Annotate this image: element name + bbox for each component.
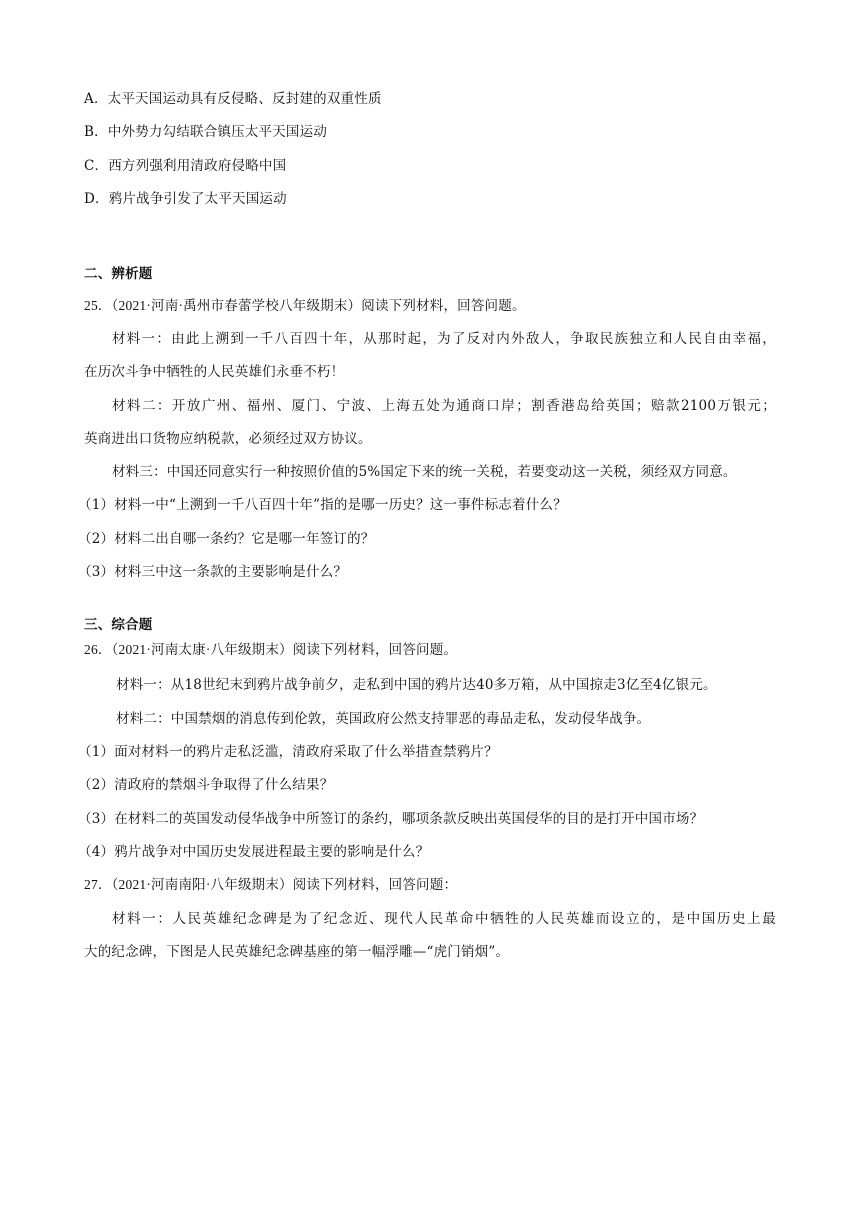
q25-sub-question-3: （3）材料三中这一条款的主要影响是什么？ — [78, 564, 348, 580]
question-26-stem: 26．（2021·河南太康·八年级期末）阅读下列材料，回答问题。 — [84, 642, 458, 657]
q25-material-3: 材料三：中国还同意实行一种按照价值的5%国定下来的统一关税，若要变动这一关税，须经双方同意。 — [112, 464, 737, 480]
option-d: D．鸦片战争引发了太平天国运动 — [84, 191, 287, 207]
question-27-stem: 27．（2021·河南南阳·八年级期末）阅读下列材料，回答问题： — [84, 877, 458, 892]
option-a: A．太平天国运动具有反侵略、反封建的双重性质 — [84, 91, 382, 107]
q25-material-1-line-2: 在历次斗争中牺牲的人民英雄们永垂不朽！ — [84, 364, 345, 380]
q26-sub-question-4: （4）鸦片战争对中国历史发展进程最主要的影响是什么？ — [78, 844, 430, 860]
q26-material-1: 材料一：从18世纪末到鸦片战争前夕，走私到中国的鸦片达40多万箱，从中国掠走3亿至4亿银元。 — [116, 677, 717, 693]
q26-sub-question-1: （1）面对材料一的鸦片走私泛滥，清政府采取了什么举措查禁鸦片？ — [78, 744, 498, 760]
option-b: B．中外势力勾结联合镇压太平天国运动 — [84, 124, 328, 140]
section-heading-comprehensive: 三、综合题 — [84, 617, 153, 633]
q27-material-1-line-1: 材料一：人民英雄纪念碑是为了纪念近、现代人民革命中牺牲的人民英雄而设立的，是中国历史上最 — [112, 911, 776, 927]
q25-material-1-line-1: 材料一：由此上溯到一千八百四十年，从那时起，为了反对内外敌人，争取民族独立和人民自由幸福， — [112, 331, 776, 347]
question-25-stem: 25．（2021·河南·禹州市春蕾学校八年级期末）阅读下列材料，回答问题。 — [84, 298, 526, 313]
q25-material-2-line-1: 材料二：开放广州、福州、厦门、宁波、上海五处为通商口岸；割香港岛给英国；赔款2100万银元； — [112, 398, 776, 414]
q25-material-2-line-2: 英商进出口货物应纳税款，必须经过双方协议。 — [84, 431, 372, 447]
q25-sub-question-2: （2）材料二出自哪一条约？它是哪一年签订的？ — [78, 531, 375, 547]
q27-material-1-line-2: 大的纪念碑，下图是人民英雄纪念碑基座的第一幅浮雕—“虎门销烟”。 — [84, 944, 510, 960]
q26-material-2: 材料二：中国禁烟的消息传到伦敦，英国政府公然支持罪恶的毒品走私，发动侵华战争。 — [116, 711, 651, 727]
section-heading-discrimination: 二、辨析题 — [84, 266, 153, 282]
option-c: C．西方列强利用清政府侵略中国 — [84, 158, 287, 174]
q26-sub-question-3: （3）在材料二的英国发动侵华战争中所签订的条约，哪项条款反映出英国侵华的目的是打开中国市场？ — [78, 811, 704, 827]
q25-sub-question-1: （1）材料一中“上溯到一千八百四十年”指的是哪一历史？这一事件标志着什么？ — [78, 497, 567, 513]
q26-sub-question-2: （2）清政府的禁烟斗争取得了什么结果？ — [78, 777, 334, 793]
